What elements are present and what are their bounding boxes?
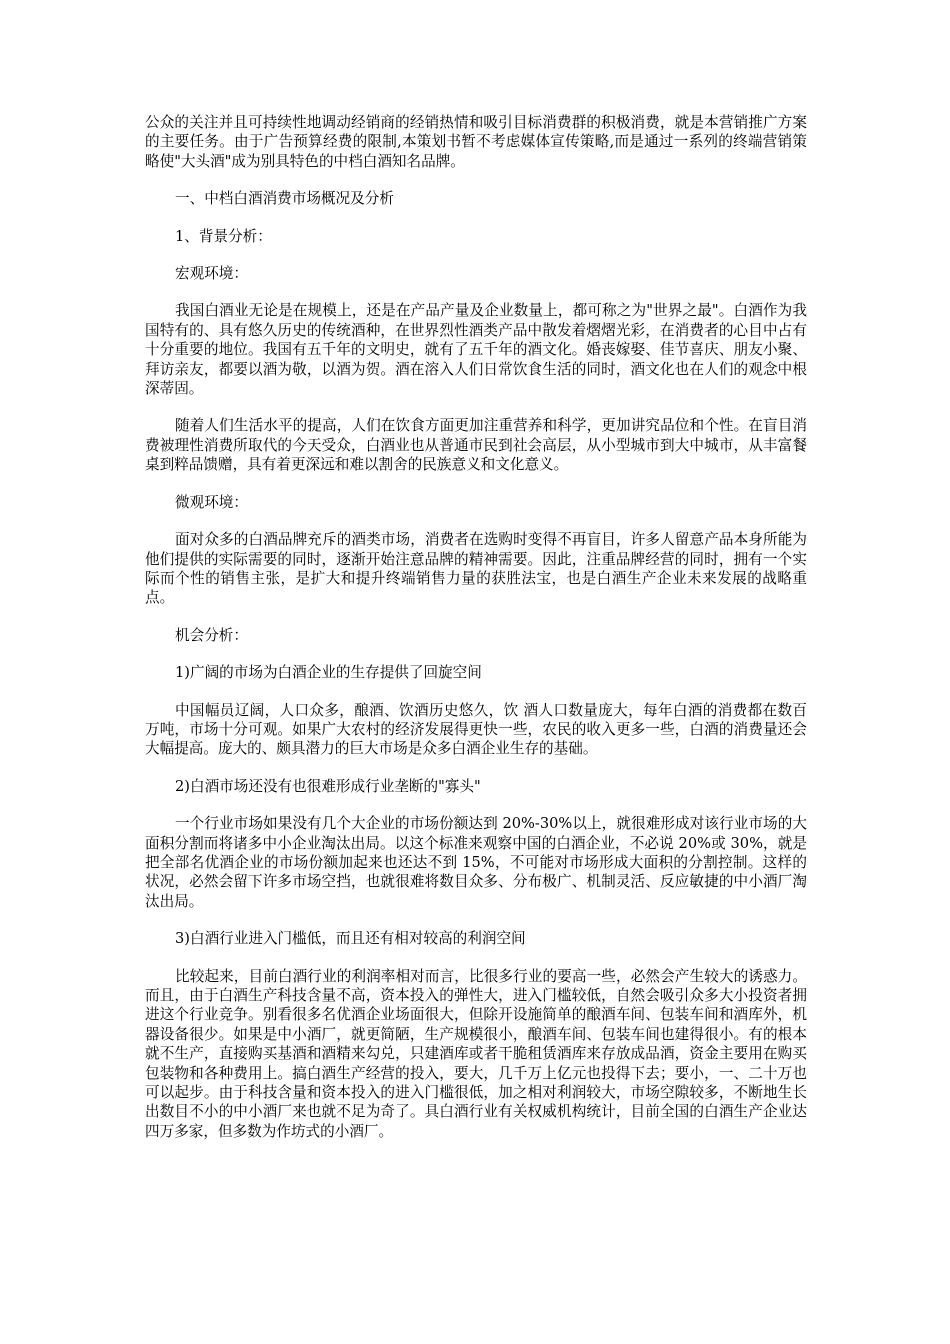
macro-environment-heading: 宏观环境： (175, 265, 248, 283)
body-paragraph: 我国白酒业无论是在规模上，还是在产品产量及企业数量上，都可称之为"世界之最"。白酒作为我国特有的、具有悠久历史的传统酒种，在世界烈性酒类产品中散发着熠熠光彩，在消费者的心目中占有十分重要的地位。我国有五千年的文明史，就有了五千年的酒文化。婚丧嫁娶、佳节喜庆、朋友小聚、拜访亲友，都要以酒为敬，以酒为贺。酒在溶入人们日常饮食生活的同时，酒文化也在人们的观念中根深蒂固。 (145, 302, 807, 398)
subsection-heading: 1、背景分析： (175, 227, 272, 245)
body-paragraph: 随着人们生活水平的提高，人们在饮食方面更加注重营养和科学，更加讲究品位和个性。在盲目消费被理性消费所取代的今天受众，白酒业也从普通市民到社会高层，从小型城市到大中城市，从丰富餐桌到粹品馈赠，具有着更深远和难以割舍的民族意义和文化意义。 (145, 417, 807, 474)
body-paragraph: 中国幅员辽阔，人口众多，酿酒、饮酒历史悠久，饮 酒人口数量庞大，每年白酒的消费都在数百万吨，市场十分可观。如果广大农村的经济发展得更快一些，农民的收入更多一些，白酒的消费量还会大幅提高。庞大的、颇具潜力的巨大市场是众多白酒企业生存的基础。 (145, 701, 807, 758)
body-paragraph: 面对众多的白酒品牌充斥的酒类市场，消费者在选购时变得不再盲目，许多人留意产品本身所能为他们提供的实际需要的同时，逐渐开始注意品牌的精神需要。因此，注重品牌经营的同时，拥有一个实际而个性的销售主张，是扩大和提升终端销售力量的获胜法宝，也是白酒生产企业未来发展的战略重点。 (145, 531, 807, 607)
point-heading-1: 1)广阔的市场为白酒企业的生存提供了回旋空间 (175, 664, 482, 682)
intro-paragraph: 公众的关注并且可持续性地调动经销商的经销热情和吸引目标消费群的积极消费，就是本营销推广方案的主要任务。由于广告预算经费的限制,本策划书暂不考虑媒体宣传策略,而是通过一系列的终端营销策略使"大头酒"成为别具特色的中档白酒知名品牌。 (145, 114, 807, 170)
micro-environment-heading: 微观环境： (175, 493, 248, 511)
body-paragraph: 比较起来，目前白酒行业的利润率相对而言，比很多行业的要高一些，必然会产生较大的诱惑力。而且，由于白酒生产科技含量不高，资本投入的弹性大，进入门槛较低，自然会吸引众多大小投资者拥进这个行业竞争。别看很多名优酒企业场面很大，但除开设施简单的酿酒车间、包装车间和酒库外，机器设备很少。如果是中小酒厂，就更简陋，生产规模很小，酿酒车间、包装车间也建得很小。有的根本就不生产，直接购买基酒和酒精来勾兑，只建酒库或者干脆租赁酒库来存放成品酒，资金主要用在购买包装物和各种费用上。搞白酒生产经营的投入，要大，几千万上亿元也投得下去；要小，一、二十万也可以起步。由于科技含量和资本投入的进入门槛很低，加之相对利润较大，市场空隙较多，不断地生长出数目不小的中小酒厂来也就不足为奇了。具白酒行业有关权威机构统计，目前全国的白酒生产企业达四万多家，但多数为作坊式的小酒厂。 (145, 967, 807, 1140)
section-heading: 一、中档白酒消费市场概况及分析 (175, 190, 394, 208)
opportunity-heading: 机会分析： (175, 626, 248, 644)
point-heading-3: 3)白酒行业进入门槛低，而且还有相对较高的利润空间 (175, 930, 526, 948)
point-heading-2: 2)白酒市场还没有也很难形成行业垄断的"寡头" (175, 777, 481, 795)
body-paragraph: 一个行业市场如果没有几个大企业的市场份额达到 20%-30%以上，就很难形成对该行业市场的大面积分割而将诸多中小企业淘汰出局。以这个标准来观察中国的白酒企业，不必说 20%或 30%，就是把全部名优酒企业的市场份额加起来也还达不到 15%，不可能对市场形成大面积的分割控制。这样的状况，必然会留下许多市场空挡，也就很难将数目众多、分布极广、机制灵活、反应敏捷的中小酒厂淘汰出局。 (145, 815, 807, 910)
document-body (145, 113, 807, 1159)
